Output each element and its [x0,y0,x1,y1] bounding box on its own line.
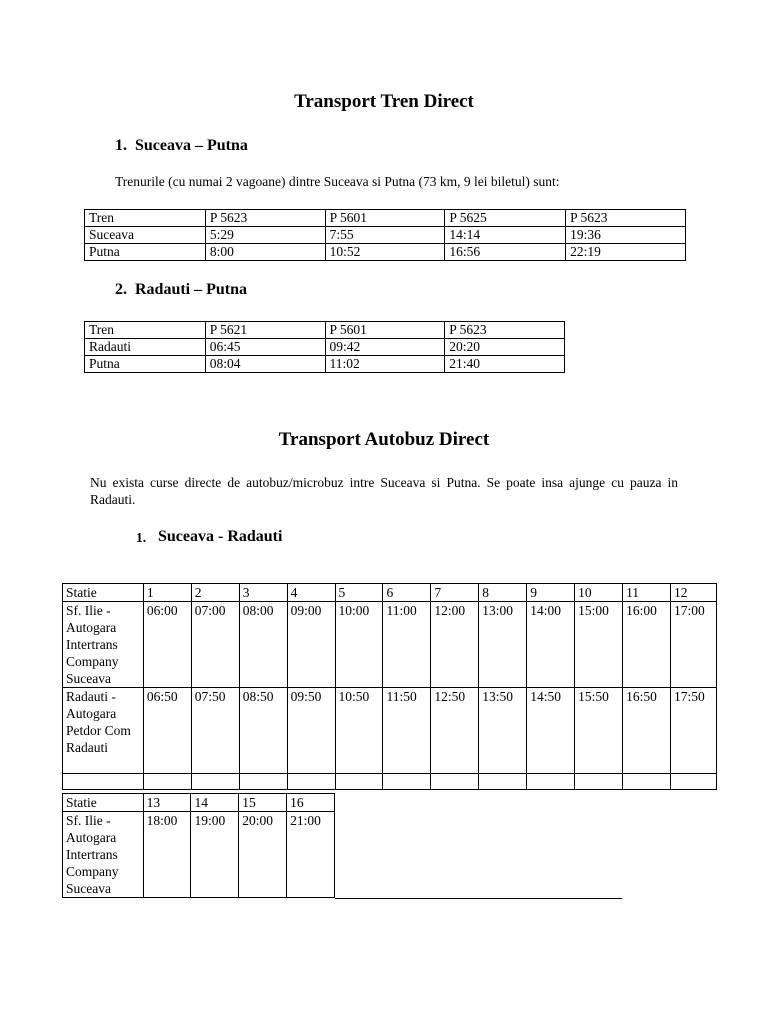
table-cell: 13:00 [479,602,527,688]
table-cell: 06:50 [143,688,191,774]
table-cell: 16:56 [445,244,566,261]
table-cell: P 5623 [445,322,565,339]
bus-title: Transport Autobuz Direct [278,429,490,450]
table-cell: 08:50 [239,688,287,774]
table-cell: 22:19 [566,244,686,261]
table-cell: P 5621 [205,322,325,339]
table-cell: 15 [239,794,287,812]
train-title: Transport Tren Direct [294,91,474,112]
table-bottom-rule [335,898,622,899]
table-row [85,210,686,227]
table-row [63,688,717,774]
table-cell: 09:00 [287,602,335,688]
table-cell: 21:00 [287,812,335,898]
table-row [63,812,335,898]
table-cell: 20:20 [445,339,565,356]
table-cell: 12:00 [431,602,479,688]
table-cell: 16:50 [623,688,671,774]
table-cell: 8:00 [205,244,325,261]
train-intro: Trenurile (cu numai 2 vagoane) dintre Suceava si Putna (73 km, 9 lei biletul) sunt: [115,174,560,189]
table-cell: 07:50 [191,688,239,774]
table-cell: 10:52 [325,244,445,261]
table-cell: 11:02 [325,356,445,373]
table-cell-empty [63,774,144,790]
table-cell: Tren [85,210,206,227]
table-cell: 09:50 [287,688,335,774]
bus-section-1-number: 1. [136,530,147,545]
table-row [63,584,717,602]
bus-table-suceava-radauti-continued [62,793,335,898]
table-row [85,356,565,373]
table-cell: Statie [63,794,144,812]
table-cell: 11:00 [383,602,431,688]
table-row [63,794,335,812]
table-row [63,602,717,688]
table-cell: 09:42 [325,339,445,356]
table-cell: 08:04 [205,356,325,373]
table-cell: 5:29 [205,227,325,244]
table-cell: P 5601 [325,210,445,227]
table-cell: 14:00 [527,602,575,688]
table-cell: 19:00 [191,812,239,898]
table-cell-empty [191,774,239,790]
table-cell-empty [431,774,479,790]
table-cell: Statie [63,584,144,602]
table-cell: 10 [575,584,623,602]
table-cell: 15:00 [575,602,623,688]
table-cell: 9 [527,584,575,602]
table-cell: 6 [383,584,431,602]
table-cell: 15:50 [575,688,623,774]
table-cell: 17:00 [670,602,716,688]
train-section-1-heading: Suceava – Putna [135,137,248,154]
table-cell: Putna [85,244,206,261]
train-section-2-heading: Radauti – Putna [135,281,248,298]
table-cell: 08:00 [239,602,287,688]
table-cell: 14:50 [527,688,575,774]
train-section-1-number: 1. [115,137,127,154]
train-table-suceava-putna [84,209,686,261]
table-cell: 10:50 [335,688,383,774]
table-cell-empty [479,774,527,790]
table-cell-empty [335,774,383,790]
table-cell: 13 [143,794,191,812]
table-cell: 18:00 [143,812,191,898]
table-cell: 12 [670,584,716,602]
table-cell-empty [575,774,623,790]
table-cell-empty [670,774,716,790]
table-cell: 14 [191,794,239,812]
table-cell: 16 [287,794,335,812]
table-cell: Tren [85,322,206,339]
table-row [85,322,565,339]
table-cell-empty [623,774,671,790]
table-cell: 14:14 [445,227,566,244]
table-cell: 11:50 [383,688,431,774]
table-cell: 5 [335,584,383,602]
table-cell: 10:00 [335,602,383,688]
table-cell: P 5623 [566,210,686,227]
table-cell: Sf. Ilie - Autogara Intertrans Company Suceava [63,812,144,898]
train-table-radauti-putna [84,321,565,373]
bus-section-1-heading: Suceava - Radauti [158,528,283,545]
table-row [85,244,686,261]
table-cell: Putna [85,356,206,373]
table-cell-empty [239,774,287,790]
table-row [63,774,717,790]
bus-intro: Nu exista curse directe de autobuz/microbuz intre Suceava si Putna. Se poate insa ajunge cu pauza in Radauti. [90,475,678,507]
table-cell-empty [287,774,335,790]
table-cell: P 5601 [325,322,445,339]
table-cell: 3 [239,584,287,602]
table-cell: P 5623 [205,210,325,227]
table-row [85,339,565,356]
table-cell: 7 [431,584,479,602]
table-cell: 2 [191,584,239,602]
table-cell: 13:50 [479,688,527,774]
table-cell: 11 [623,584,671,602]
table-cell: 1 [143,584,191,602]
table-cell-empty [383,774,431,790]
table-cell: 8 [479,584,527,602]
table-cell: Radauti [85,339,206,356]
table-cell: P 5625 [445,210,566,227]
table-cell: 4 [287,584,335,602]
table-cell-empty [143,774,191,790]
table-cell: 20:00 [239,812,287,898]
table-cell: 12:50 [431,688,479,774]
table-cell: 07:00 [191,602,239,688]
bus-table-suceava-radauti [62,583,717,790]
table-cell: 19:36 [566,227,686,244]
table-cell: 17:50 [670,688,716,774]
train-section-2-number: 2. [115,281,127,298]
table-cell: Sf. Ilie - Autogara Intertrans Company Suceava [63,602,144,688]
table-cell: Suceava [85,227,206,244]
table-cell: Radauti - Autogara Petdor Com Radauti [63,688,144,774]
table-row [85,227,686,244]
table-cell: 7:55 [325,227,445,244]
table-cell: 06:45 [205,339,325,356]
table-cell: 16:00 [623,602,671,688]
table-cell-empty [527,774,575,790]
table-cell: 21:40 [445,356,565,373]
table-cell: 06:00 [143,602,191,688]
